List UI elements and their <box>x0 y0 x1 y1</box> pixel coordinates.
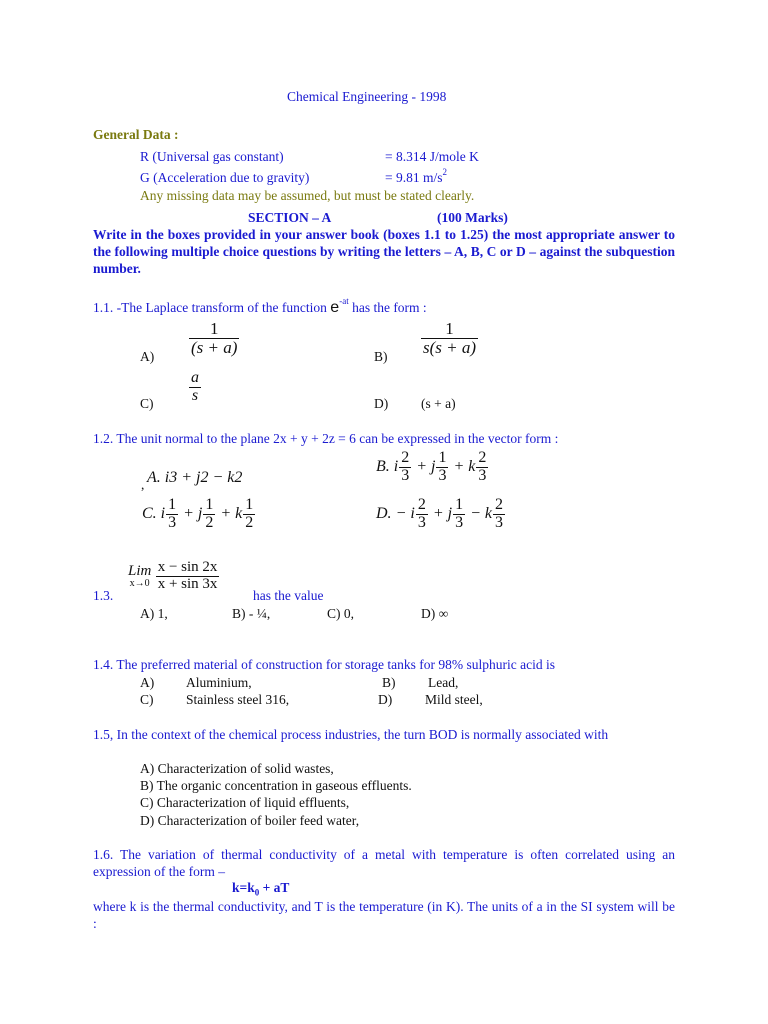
q1-5-option-b: B) The organic concentration in gaseous effluents. <box>140 778 412 793</box>
section-name: SECTION – A <box>248 210 332 225</box>
q1-2-text: 1.2. The unit normal to the plane 2x + y + 2z = 6 can be expressed in the vector form : <box>93 431 559 446</box>
q1-1-option-d-text: (s + a) <box>421 396 456 411</box>
q1-4-option-c-text: Stainless steel 316, <box>186 692 290 707</box>
q1-4-text: 1.4. The preferred material of construction for storage tanks for 98% sulphuric acid is <box>93 657 555 672</box>
q1-6-text: 1.6. The variation of thermal conductivity of a metal with temperature is often correlated using an expression of the form – <box>93 847 675 879</box>
q1-4-option-d-text: Mild steel, <box>425 692 483 707</box>
q1-5-option-d: D) Characterization of boiler feed water, <box>140 813 360 828</box>
q1-3-option-a: A) 1, <box>140 606 168 621</box>
g-constant-label: G (Acceleration due to gravity) <box>140 170 310 185</box>
q1-5-option-a: A) Characterization of solid wastes, <box>140 761 334 776</box>
q1-5-option-c: C) Characterization of liquid effluents, <box>140 795 350 810</box>
q1-2-option-b: B. i $\frac{2}{3}$ + j $\frac{1}{3}$ + k $\frac{2}{3}$ <box>376 449 487 484</box>
q1-2-option-c: C. i $\frac{1}{3}$ + j $\frac{1}{2}$ + k $\frac{1}{2}$ <box>142 496 254 531</box>
q1-2-option-d: D. − i $\frac{2}{3}$ + j $\frac{1}{3}$ − k $\frac{2}{3}$ <box>376 496 503 531</box>
q1-3-option-b: B) - ¼, <box>232 606 271 621</box>
q1-1-option-b-label: B) <box>374 349 388 364</box>
q1-1-option-d-label: D) <box>374 396 389 411</box>
q1-4-option-a-text: Aluminium, <box>186 675 252 690</box>
q1-3-number: 1.3. <box>93 588 114 603</box>
q1-4-option-b-text: Lead, <box>428 675 459 690</box>
q1-6-text-2: where k is the thermal conductivity, and T is the temperature (in K). The units of a in the SI system will be : <box>93 899 675 931</box>
q1-4-option-a-label: A) <box>140 675 155 690</box>
q1-3-option-d: D) ∞ <box>421 606 449 621</box>
page-title: Chemical Engineering - 1998 <box>287 89 447 104</box>
q1-2-option-a: A. i3 + j2 − k2 <box>147 469 243 486</box>
q1-1-option-c-expr: $\frac{a}{s}$ <box>191 369 199 404</box>
r-constant-value: = 8.314 J/mole K <box>385 149 479 164</box>
q1-3-option-c: C) 0, <box>327 606 354 621</box>
g-unit-exponent: 2 <box>442 167 447 177</box>
r-constant-label: R (Universal gas constant) <box>140 149 284 164</box>
q1-1-option-a-label: A) <box>140 349 155 364</box>
q1-4-option-d-label: D) <box>378 692 393 707</box>
q1-4-option-c-label: C) <box>140 692 154 707</box>
g-constant-value: = 9.81 $m/s^2$ <box>385 167 447 185</box>
general-data-heading: General Data : <box>93 127 179 142</box>
q1-1-option-a-expr: $\frac{1}{(s + a)}$ <box>191 319 238 357</box>
q1-1-option-b-expr: $\frac{1}{s(s + a)}$ <box>423 319 477 357</box>
general-data-note: Any missing data may be assumed, but must be stated clearly. <box>140 188 475 203</box>
q1-2-comma: , <box>141 477 145 492</box>
section-marks: (100 Marks) <box>437 210 508 225</box>
q1-6-formula: $k=k_0$ + aT <box>232 880 290 898</box>
exp-exponent: -at <box>339 296 349 306</box>
q1-1-text: 1.1. -The Laplace transform of the function $e^{-at}$ has the form : <box>93 296 427 316</box>
section-instructions: Write in the boxes provided in your answer book (boxes 1.1 to 1.25) the most appropriate answer to the following multiple choice questions by writing the letters – A, B, C or D – against the subquestion number. <box>93 227 675 276</box>
q1-4-option-b-label: B) <box>382 675 396 690</box>
q1-5-text: 1.5, In the context of the chemical process industries, the turn BOD is normally associated with <box>93 727 609 742</box>
exp-base: e <box>330 299 340 316</box>
q1-3-limit-expr: Lim x→0 $\frac{x - \sin 2x}{x + \sin 3x}$ <box>128 559 218 592</box>
q1-1-option-c-label: C) <box>140 396 154 411</box>
q1-3-text: has the value <box>253 588 324 603</box>
